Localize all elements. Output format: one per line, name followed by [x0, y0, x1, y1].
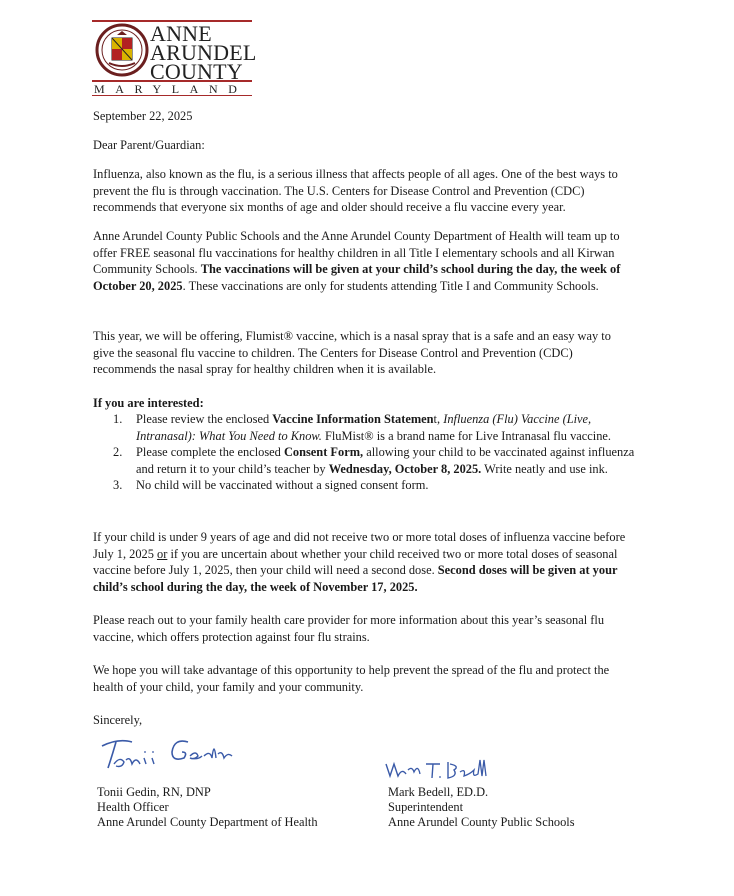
signature-bedell-icon — [384, 756, 504, 786]
item3-text: No child will be vaccinated without a signed consent form. — [136, 478, 429, 493]
letter-greeting: Dear Parent/Guardian: — [93, 138, 205, 152]
item1-brand-note: FluMist® is a brand name for Live Intranasal flu vaccine. — [321, 428, 612, 443]
second-dose-text-2: if you are uncertain about whether your child received two or more total doses of seasonal vaccine before July 1, 2025, then your child will need a second dose. — [93, 546, 618, 578]
second-dose-dates-bold: Second doses will be given at your child’s school during the day, the week of November 17, 2025. — [93, 563, 618, 594]
list-number: 1. — [113, 412, 123, 426]
paragraph-flumist: This year, we will be offering, Flumist® vaccine, which is a nasal spray that is a safe and an easy way to give the seasonal flu vaccine to children. The Centers for Disease Control and Prevention (CDC) recommends the nasal spray for healthy children when it is available. — [93, 329, 611, 377]
program-eligibility: . These vaccinations are only for students attending Title I and Community Schools. — [182, 278, 599, 293]
logo-rule-bottom — [92, 95, 252, 96]
paragraph-provider: Please reach out to your family health care provider for more information about this year’s seasonal flu vaccine, which offers protection against four flu strains. — [93, 613, 605, 644]
item2-ink-note: Write neatly and use ink. — [481, 461, 608, 476]
item1-vis-bold: Vaccine Information Statemen — [272, 412, 434, 426]
paragraph-hope: We hope you will take advantage of this opportunity to help prevent the spread of the flu and protect the health of your child, your family and your community. — [93, 663, 610, 694]
list-item — [113, 411, 638, 444]
item1-vis-tail: t, — [433, 412, 444, 426]
signatory-title: Health Officer — [97, 800, 169, 814]
logo-state: MARYLAND — [94, 82, 248, 96]
letter-closing: Sincerely, — [93, 713, 143, 727]
item1-text: Please review the enclosed — [136, 412, 273, 426]
program-text: Anne Arundel County Public Schools and the Anne Arundel County Department of Health will team up to offer FREE seasonal flu vaccinations for healthy children in all Title I elementary schools and all Kirwan Community Schools. — [93, 229, 620, 277]
logo-line-2: ARUNDEL — [150, 40, 257, 65]
signatory-health-officer — [97, 785, 318, 830]
second-dose-text: If your child is under 9 years of age and did not receive two or more total doses of influenza vaccine before July 1, 2025 — [93, 530, 626, 561]
county-seal-icon — [95, 23, 149, 77]
signatory-org: Anne Arundel County Department of Health — [97, 815, 318, 829]
interest-heading — [93, 395, 633, 412]
signatory-name: Mark Bedell, ED.D. — [388, 785, 489, 799]
item2-text: Please complete the enclosed — [136, 445, 284, 460]
signature-gedin-icon — [98, 730, 248, 780]
interest-heading-text: If you are interested: — [93, 396, 204, 410]
item2-consent-bold: Consent Form, — [283, 445, 364, 460]
signatory-title: Superintendent — [388, 800, 464, 814]
second-dose-or: or — [157, 546, 168, 561]
paragraph-program — [93, 228, 633, 294]
list-number: 3. — [113, 478, 123, 493]
signatory-superintendent — [388, 785, 575, 830]
logo-line-3: COUNTY — [150, 59, 243, 84]
item2-return-text: allowing your child to be vaccinated against influenza and return it to your child’s teacher by — [136, 445, 635, 476]
signatory-org: Anne Arundel County Public Schools — [388, 815, 575, 829]
instructions-list — [113, 411, 638, 494]
letter-date: September 22, 2025 — [93, 109, 193, 123]
list-item — [113, 444, 638, 477]
signatory-name: Tonii Gedin, RN, DNP — [97, 785, 211, 799]
paragraph-intro: Influenza, also known as the flu, is a serious illness that affects people of all ages. One of the best ways to prevent the flu is through vaccination. The U.S. Centers for Disease Control and Prevention (CDC) recommends that everyone six months of age and older should receive a flu vaccine every year. — [93, 167, 618, 215]
item2-deadline-bold: Wednesday, October 8, 2025. — [328, 461, 482, 476]
county-logo — [92, 20, 257, 96]
logo-line-1: ANNE — [150, 21, 212, 46]
list-number: 2. — [113, 445, 123, 460]
item1-vis-title: Influenza (Flu) Vaccine (Live, Intranasal): What You Need to Know. — [136, 412, 592, 443]
list-item — [113, 477, 638, 494]
paragraph-second-dose — [93, 529, 633, 595]
program-dates-bold: The vaccinations will be given at your child’s school during the day, the week of October 20, 2025 — [93, 262, 621, 293]
